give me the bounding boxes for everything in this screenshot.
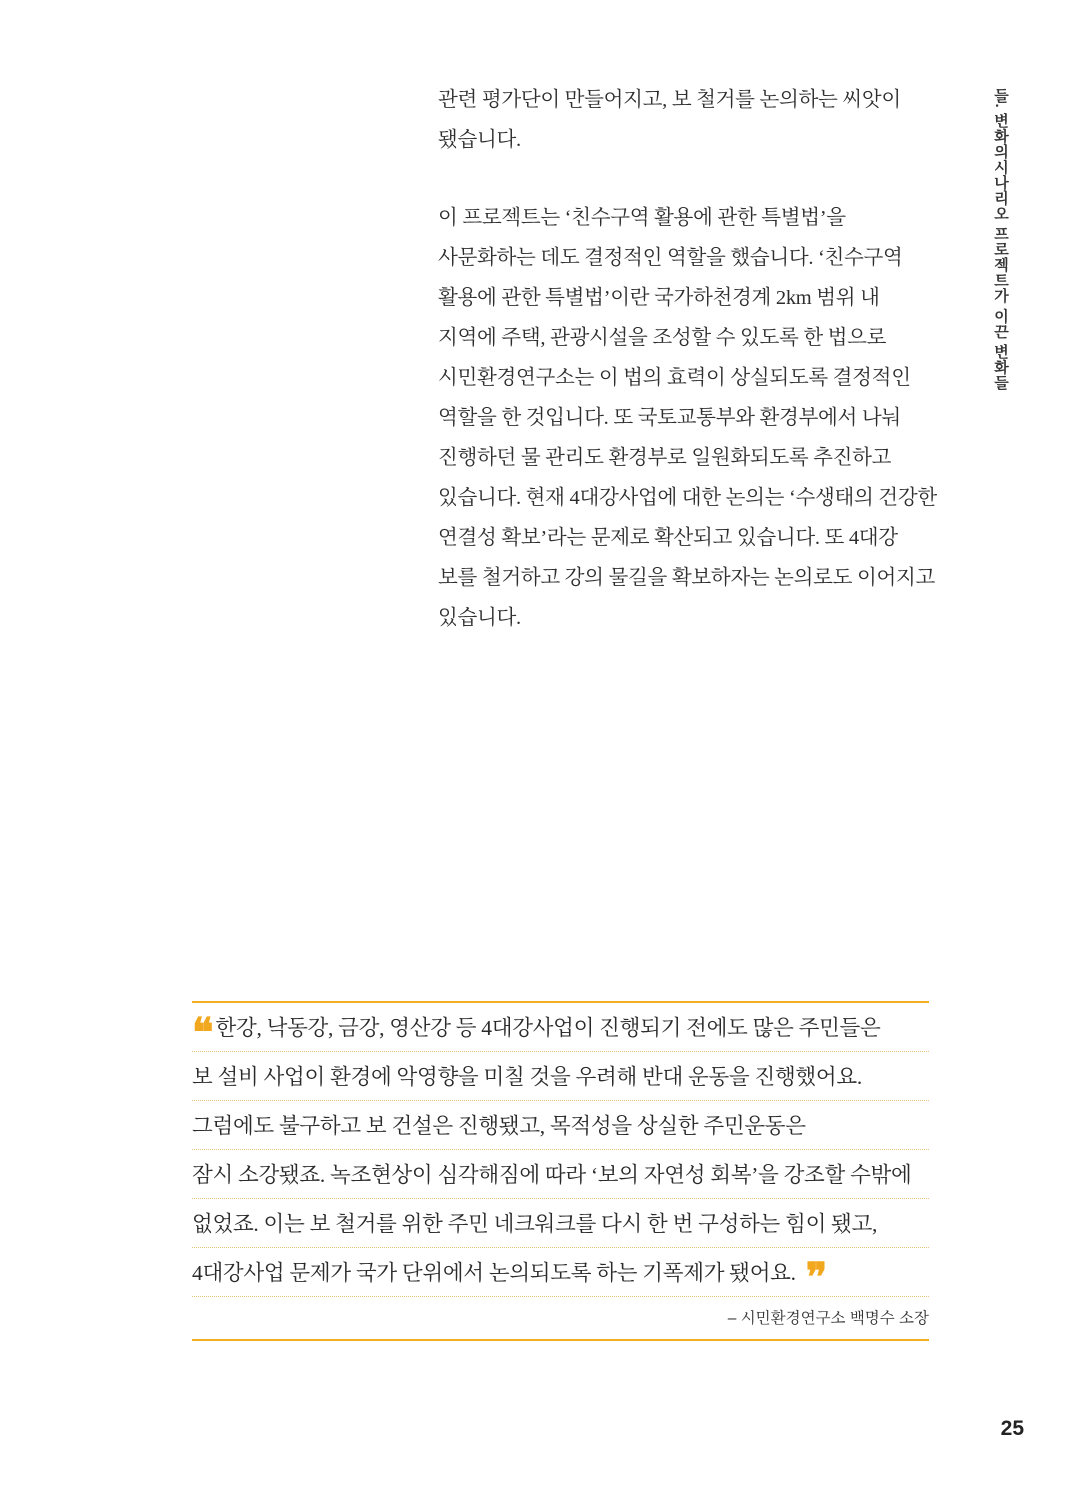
body-line: 관련 평가단이 만들어지고, 보 철거를 논의하는 씨앗이: [438, 89, 901, 111]
quote-line: [192, 1003, 929, 1056]
paragraph-1: [438, 80, 938, 160]
body-line: 이 프로젝트는 ‘친수구역 활용에 관한 특별법’을: [438, 207, 846, 229]
paragraph-2: [438, 198, 938, 638]
body-line: 진행하던 물 관리도 환경부로 일원화되도록 추진하고: [438, 447, 892, 469]
running-header: [990, 88, 1026, 391]
page-number: 25: [1000, 1417, 1024, 1440]
body-line: 시민환경연구소는 이 법의 효력이 상실되도록 결정적인: [438, 367, 911, 389]
quote-line: [192, 1199, 929, 1248]
body-line: 지역에 주택, 관광시설을 조성할 수 있도록 한 법으로: [438, 327, 887, 349]
quote-line: [192, 1052, 929, 1101]
quote-text: 한강, 낙동강, 금강, 영산강 등 4대강사업이 진행되기 전에도 많은 주민들은: [215, 1016, 881, 1040]
quote-text: 보 설비 사업이 환경에 악영향을 미칠 것을 우려해 반대 운동을 진행했어요.: [192, 1065, 862, 1089]
body-line: 있습니다.: [438, 607, 521, 629]
body-text: [438, 80, 938, 676]
quote-text: 없었죠. 이는 보 철거를 위한 주민 네크워크를 다시 한 번 구성하는 힘이 됐고,: [192, 1212, 878, 1236]
body-line: 연결성 확보’라는 문제로 확산되고 있습니다. 또 4대강: [438, 527, 898, 549]
body-line: 사문화하는 데도 결정적인 역할을 했습니다. ‘친수구역: [438, 247, 903, 269]
open-quote-icon: ❝: [192, 1009, 208, 1056]
quote-text: 4대강사업 문제가 국가 단위에서 논의되도록 하는 기폭제가 됐어요.: [192, 1261, 796, 1285]
quote-attribution: – 시민환경연구소 백명수 소장: [727, 1310, 929, 1327]
pull-quote: [192, 1001, 929, 1341]
quote-text: 잠시 소강됐죠. 녹조현상이 심각해짐에 따라 ‘보의 자연성 회복’을 강조할 수밖에: [192, 1163, 912, 1187]
body-line: 역할을 한 것입니다. 또 국토교통부와 환경부에서 나눠: [438, 407, 901, 429]
body-line: 됐습니다.: [438, 129, 521, 151]
body-line: 보를 철거하고 강의 물길을 확보하자는 논의로도 이어지고: [438, 567, 936, 589]
body-line: 있습니다. 현재 4대강사업에 대한 논의는 ‘수생태의 건강한: [438, 487, 937, 509]
quote-line: [192, 1150, 929, 1199]
close-quote-icon: ❞: [805, 1254, 822, 1301]
quote-line: [192, 1101, 929, 1150]
running-header-text: 들. 변화의시나리오 프로젝트가 이끈 변화들: [992, 88, 1009, 391]
quote-text: 그럼에도 불구하고 보 건설은 진행됐고, 목적성을 상실한 주민운동은: [192, 1114, 806, 1138]
body-line: 활용에 관한 특별법’이란 국가하천경계 2km 범위 내: [438, 287, 880, 309]
quote-line: [192, 1248, 929, 1301]
